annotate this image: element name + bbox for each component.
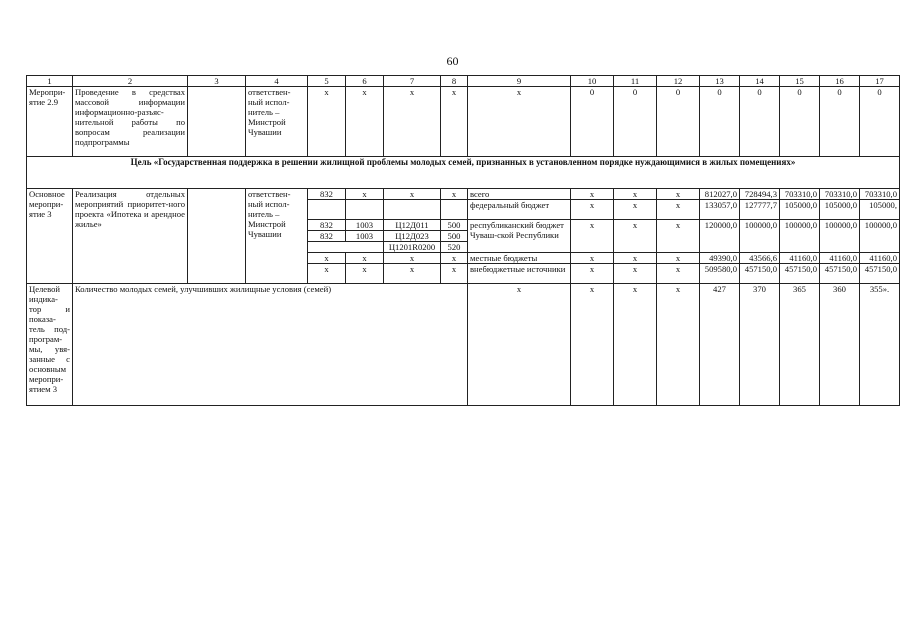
cell-source: x — [468, 284, 571, 406]
cell-value: 105000,0 — [820, 200, 860, 220]
cell-source: x — [468, 87, 571, 157]
cell-value: 355». — [860, 284, 900, 406]
cell-value: 127777,7 — [740, 200, 780, 220]
header-cell: 10 — [571, 76, 614, 87]
indicator-name: Целевой индика-тор и показа-тель под-програм-мы, увя-занные с основным меропри-ятием 3 — [27, 284, 73, 406]
cell-target-article: x — [384, 189, 441, 200]
cell-value: 0 — [614, 87, 657, 157]
header-cell: 6 — [346, 76, 384, 87]
cell-value: 365 — [780, 284, 820, 406]
cell-value: 703310,0 — [860, 189, 900, 200]
cell-value: 703310,0 — [780, 189, 820, 200]
cell-section: x — [346, 264, 384, 284]
cell-value: 100000,0 — [860, 220, 900, 253]
header-cell: 17 — [860, 76, 900, 87]
header-cell: 12 — [657, 76, 700, 87]
header-cell: 2 — [73, 76, 188, 87]
cell-grbs — [308, 200, 346, 220]
responsible-executor: ответствен-ный испол-нитель – Минстрой Чувашии — [246, 87, 308, 157]
cell-grbs: 832 — [308, 231, 346, 242]
cell-expense-type: 500 — [441, 220, 468, 231]
header-cell: 5 — [308, 76, 346, 87]
header-cell: 14 — [740, 76, 780, 87]
empty-cell — [188, 87, 246, 157]
activity-name: Основное меропри-ятие 3 — [27, 189, 73, 284]
cell-value: 509580,0 — [700, 264, 740, 284]
cell-value: x — [657, 189, 700, 200]
cell-value: x — [657, 253, 700, 264]
cell-section: x — [346, 87, 384, 157]
cell-value: 812027,0 — [700, 189, 740, 200]
cell-value: x — [614, 264, 657, 284]
header-cell: 1 — [27, 76, 73, 87]
cell-grbs: 832 — [308, 220, 346, 231]
header-row — [27, 76, 900, 87]
cell-value: x — [657, 220, 700, 253]
cell-value: 100000,0 — [780, 220, 820, 253]
cell-value: 457150,0 — [740, 264, 780, 284]
cell-source: местные бюджеты — [468, 253, 571, 264]
cell-value: 457150,0 — [820, 264, 860, 284]
cell-value: x — [571, 220, 614, 253]
header-cell: 7 — [384, 76, 441, 87]
cell-value: x — [614, 189, 657, 200]
cell-section: x — [346, 189, 384, 200]
cell-expense-type: x — [441, 264, 468, 284]
activity-name: Меропри-ятие 2.9 — [27, 87, 73, 157]
goal-heading: Цель «Государственная поддержка в решении жилищной проблемы молодых семей, признанных в установленном порядке нуждающимися в жилых помещениях» — [27, 157, 900, 189]
cell-expense-type — [441, 200, 468, 220]
cell-value: x — [657, 264, 700, 284]
header-cell: 8 — [441, 76, 468, 87]
cell-value: 370 — [740, 284, 780, 406]
main-activity-3-row — [27, 189, 900, 200]
cell-source: федеральный бюджет — [468, 200, 571, 220]
cell-value: 0 — [740, 87, 780, 157]
page-number: 60 — [446, 54, 459, 68]
cell-value: 133057,0 — [700, 200, 740, 220]
cell-value: 0 — [860, 87, 900, 157]
cell-value: 105000, — [860, 200, 900, 220]
cell-value: x — [614, 200, 657, 220]
cell-value: 120000,0 — [700, 220, 740, 253]
cell-expense-type: x — [441, 253, 468, 264]
cell-section: x — [346, 253, 384, 264]
program-table — [26, 75, 900, 406]
cell-grbs: x — [308, 87, 346, 157]
cell-value: x — [571, 253, 614, 264]
header-cell: 11 — [614, 76, 657, 87]
cell-value: 105000,0 — [780, 200, 820, 220]
cell-value: 0 — [820, 87, 860, 157]
activity-description: Реализация отдельных мероприятий приоритет-ного проекта «Ипотека и арендное жилье» — [73, 189, 188, 284]
activity-description: Проведение в средствах массовой информации информационно-разъяс-нительной работы по вопросам реализации подпрограммы — [73, 87, 188, 157]
cell-section — [346, 200, 384, 220]
cell-section: 1003 — [346, 220, 384, 231]
indicator-description: Количество молодых семей, улучшивших жилищные условия (семей) — [73, 284, 468, 406]
cell-section: 1003 — [346, 231, 384, 242]
goal-row — [27, 157, 900, 189]
cell-value: 360 — [820, 284, 860, 406]
empty-cell — [188, 189, 246, 284]
cell-value: 0 — [780, 87, 820, 157]
indicator-row — [27, 284, 900, 406]
responsible-executor: ответствен-ный испол-нитель – Минстрой Чувашии — [246, 189, 308, 284]
cell-value: x — [571, 189, 614, 200]
cell-grbs: 832 — [308, 189, 346, 200]
header-cell: 4 — [246, 76, 308, 87]
cell-value: 100000,0 — [740, 220, 780, 253]
cell-expense-type: 520 — [441, 242, 468, 253]
header-cell: 3 — [188, 76, 246, 87]
cell-grbs: x — [308, 253, 346, 264]
cell-value: x — [614, 253, 657, 264]
header-cell: 9 — [468, 76, 571, 87]
cell-value: 427 — [700, 284, 740, 406]
cell-target-article — [384, 200, 441, 220]
cell-value: 728494,3 — [740, 189, 780, 200]
cell-value: x — [614, 284, 657, 406]
cell-value: 457150,0 — [780, 264, 820, 284]
cell-value: x — [657, 200, 700, 220]
cell-target-article: Ц12Д023 — [384, 231, 441, 242]
cell-value: 41160,0 — [780, 253, 820, 264]
cell-target-article: Ц12Д011 — [384, 220, 441, 231]
cell-target-article: x — [384, 87, 441, 157]
cell-value: 0 — [571, 87, 614, 157]
empty-cell — [308, 242, 346, 253]
cell-value: x — [657, 284, 700, 406]
header-cell: 15 — [780, 76, 820, 87]
cell-grbs: x — [308, 264, 346, 284]
cell-source: всего — [468, 189, 571, 200]
cell-value: 457150,0 — [860, 264, 900, 284]
cell-value: 0 — [657, 87, 700, 157]
cell-value: 703310,0 — [820, 189, 860, 200]
cell-value: 100000,0 — [820, 220, 860, 253]
cell-target-article: x — [384, 264, 441, 284]
cell-expense-type: x — [441, 87, 468, 157]
activity-2-9-row — [27, 87, 900, 157]
cell-source: внебюджетные источники — [468, 264, 571, 284]
header-cell: 16 — [820, 76, 860, 87]
cell-value: 49390,0 — [700, 253, 740, 264]
cell-value: 43566,6 — [740, 253, 780, 264]
empty-cell — [346, 242, 384, 253]
cell-target-article: x — [384, 253, 441, 264]
header-cell: 13 — [700, 76, 740, 87]
cell-value: 41160,0 — [860, 253, 900, 264]
cell-source: республиканский бюджет Чуваш-ской Республики — [468, 220, 571, 253]
cell-target-article: Ц1201R0200 — [384, 242, 441, 253]
cell-value: x — [571, 264, 614, 284]
cell-value: x — [614, 220, 657, 253]
cell-value: x — [571, 200, 614, 220]
cell-expense-type: 500 — [441, 231, 468, 242]
cell-value: 41160,0 — [820, 253, 860, 264]
cell-expense-type: x — [441, 189, 468, 200]
cell-value: 0 — [700, 87, 740, 157]
cell-value: x — [571, 284, 614, 406]
